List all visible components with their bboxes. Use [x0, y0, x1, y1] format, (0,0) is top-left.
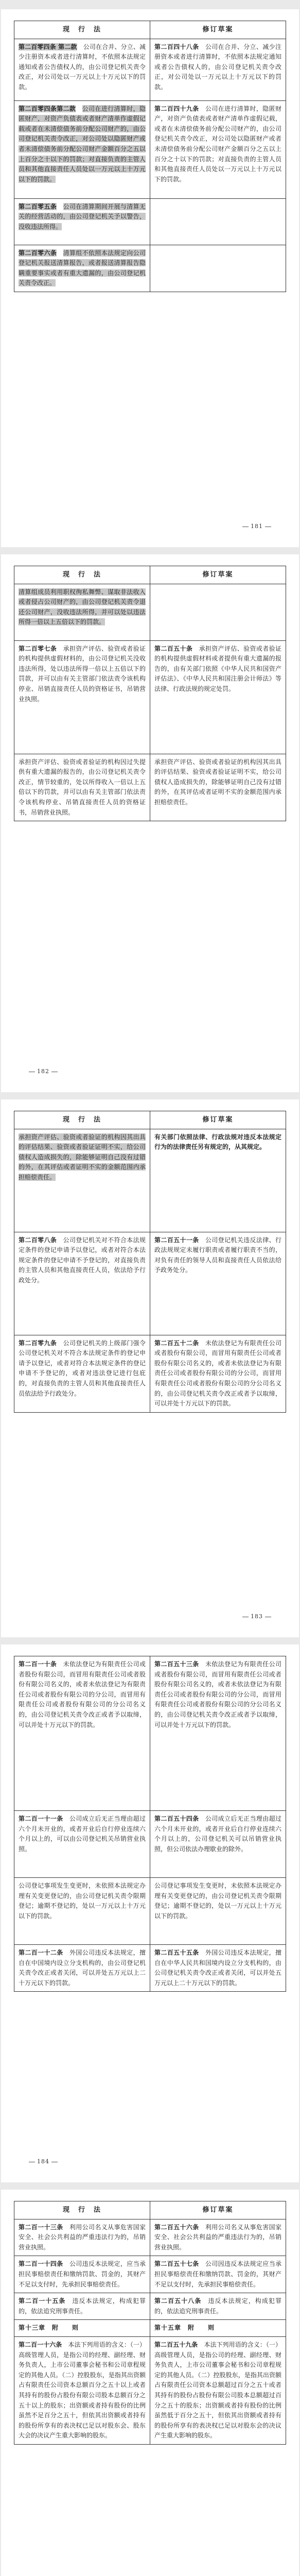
current-law-cell [14, 1656, 150, 1811]
header-current-law: 现 行 法 [14, 2201, 150, 2219]
page-number [27, 2158, 60, 2165]
current-law-cell [14, 245, 150, 292]
article-number: 第二百一十六条 [19, 2341, 62, 2348]
article-number: 第二百四十九条 [154, 105, 199, 112]
article-number: 第二百一十五条 [19, 2297, 66, 2305]
current-law-cell [14, 640, 150, 754]
comparison-table [14, 2201, 286, 2445]
article-text: 公司在进行清算时，隐匿财产，对资产负债表或者财产清单作虚假记载，或者在未清偿债务前分配公司财产的，由公司登记机关责令改正，对公司处以隐匿财产或者未清偿债务前分配公司财产金额百分之五以上百分之十以下的罚款；对直接负责的主管人员和其他直接责任人员处以一万元以上十万元以下的罚款。 [154, 105, 281, 183]
draft-cell [150, 1811, 286, 1878]
article-text: 公司登记机关的上级部门强令公司登记机关对不符合本法规定条件的登记申请予以登记，或者对符合本法规定条件的登记申请不予登记的，或者对违法登记进行包庇的，对直接负责的主管人员和其他直接责任人员依法给予行政处分。 [19, 1339, 146, 1397]
draft-cell [150, 1656, 286, 1811]
draft-cell [150, 1335, 286, 1412]
table-row [14, 1656, 286, 1811]
current-law-cell [14, 754, 150, 821]
article-number: 第二百零八条 [19, 1236, 57, 1244]
article-number: 第二百零七条 [19, 645, 57, 652]
article-text: 公司在合并、分立、减少注册资本或者进行清算时，不依照本法规定通知或者公告债权人的，由公司登记机关责令改正，对公司处以一万元以上十万元以下的罚款。 [19, 43, 146, 91]
article-text: 承担资产评估、验资或者验证的机构因其出具的评估结果、验资或者验证证明不实，给公司债权人造成损失的，除能够证明自己没有过错的外，在其评估或者证明不实的金额范围内承担赔偿责任。 [154, 758, 281, 806]
article-text: 公司在清算期间开展与清算无关的经营活动的，由公司登记机关予以警告，没收违法所得。 [19, 202, 146, 230]
draft-cell [150, 2256, 286, 2293]
current-law-cell [14, 1335, 150, 1412]
table-row [14, 2219, 286, 2256]
page-number [240, 1613, 273, 1620]
article-text: 承担资产评估、验资或者验证的机构因过失提供有重大遗漏的报告的，由公司登记机关责令改正，情节较重的，处以所得收入一倍以上五倍以下的罚款，并可以由有关主管部门依法责令该机构停业、吊销直接责任人员的资格证书，吊销营业执照。 [19, 758, 146, 816]
comparison-table [14, 1111, 286, 1413]
article-text: 利用公司名义从事危害国家安全、社会公共利益的严重违法行为的，吊销营业执照。 [19, 2223, 146, 2251]
article-text: 公司在合并、分立、减少注册资本或者进行清算时，不依照本法规定通知或者公告债权人的，由公司登记机关责令改正，对公司处以一万元以上十万元以下的罚款。 [154, 43, 281, 91]
table-row [14, 2293, 286, 2320]
table-row [14, 100, 286, 198]
draft-cell [150, 1945, 286, 1992]
table-row [14, 640, 286, 754]
comparison-table [14, 1656, 286, 1992]
draft-cell [150, 640, 286, 754]
table-row [14, 1129, 286, 1232]
draft-cell [150, 2336, 286, 2444]
draft-cell [150, 245, 286, 292]
table-row [14, 754, 286, 821]
document-page [1, 2190, 299, 2576]
article-text: 未依法登记为有限责任公司或者股份有限公司，而冒用有限责任公司或者股份有限公司名义的，或者未依法登记为有限责任公司或者股份有限公司的分公司，而冒用有限责任公司或者股份有限公司的分公司名义的，由公司登记机关责令改正或者予以取缔，可以并处十万元以下的罚款。 [154, 1660, 281, 1728]
chapter-heading: 第十五章 附 则 [150, 2320, 286, 2337]
chapter-row [14, 2320, 286, 2337]
page-number [240, 523, 273, 530]
document-page [1, 9, 299, 547]
article-text: 公司登记机关违反法律、行政法规规定未履行职责或者履行职责不当的，对负有责任的领导人员和直接责任人员依法给予政务处分。 [154, 1236, 281, 1274]
current-law-cell [14, 1232, 150, 1335]
table-row [14, 1811, 286, 1878]
comparison-table [14, 21, 286, 292]
current-law-cell [14, 2336, 150, 2444]
header-current-law: 现 行 法 [14, 21, 150, 39]
draft-cell [150, 584, 286, 640]
draft-cell [150, 2293, 286, 2320]
article-number: 第二百五十二条 [154, 1339, 199, 1347]
article-text: 公司登记事项发生变更时，未依照本法规定办理有关变更登记的，由公司登记机关责令限期登记；逾期不登记的，处以一万元以上十万元以下的罚款。 [154, 1882, 281, 1920]
article-number: 第二百五十一条 [154, 1236, 199, 1244]
article-text: 本法下列用语的含义：（一）高级管理人员，是指公司的经理、副经理、财务负责人，上市公司董事会秘书和公司章程规定的其他人员。（二）控股股东，是指其出资额占有限责任公司资本总额超过百分之五十或者其持有的股份占股份有限公司股本总额超过百分之五十的股东；出资额或者持有股份的比例虽然低于百分之五十，但依其出资额或者持有的股份所享有的表决权已足以对股东会的决议产生重大影响的股东。 [154, 2341, 281, 2439]
current-law-cell [14, 2219, 150, 2256]
article-text: 公司成立后无正当理由超过六个月未开业的，或者开业后自行停业连续六个月以上的，可以由公司登记机关吊销营业执照。 [19, 1815, 146, 1853]
table-header-row [14, 1111, 286, 1129]
chapter-heading: 第十三章 附 则 [14, 2320, 150, 2337]
article-text: 承担资产评估、验资或者验证的机构提供虚假材料的，由公司登记机关没收违法所得，处以违法所得一倍以上五倍以下的罚款，并可以由有关主管部门依法责令该机构停业、吊销直接责任人员的资格证书，吊销营业执照。 [19, 645, 146, 703]
table-row [14, 584, 286, 640]
page-number [27, 1068, 60, 1075]
table-header-row [14, 566, 286, 584]
article-text: 清算组成员利用职权徇私舞弊、谋取非法收入或者侵占公司财产的，由公司登记机关责令退还公司财产，没收违法所得，并可以处以违法所得一倍以上五倍以下的罚款。 [19, 588, 146, 626]
document-page [1, 1645, 299, 2182]
header-draft-revision: 修订草案 [150, 21, 286, 39]
current-law-cell [14, 2256, 150, 2293]
current-law-cell [14, 1811, 150, 1878]
article-number: 第二百五十八条 [154, 2297, 202, 2305]
current-law-cell [14, 39, 150, 100]
draft-cell [150, 39, 286, 100]
article-text: 公司登记事项发生变更时，未依照本法规定办理有关变更登记的，由公司登记机关责令限期登记；逾期不登记的，处以一万元以上十万元以下的罚款。 [19, 1882, 146, 1920]
header-draft-revision: 修订草案 [150, 2201, 286, 2219]
table-row [14, 39, 286, 100]
article-number: 第二百零六条 [19, 249, 57, 257]
article-number: 第二百五十六条 [154, 2223, 199, 2231]
draft-cell [150, 100, 286, 198]
article-text: 公司在进行清算时，隐匿财产，对资产负债表或者财产清单作虚假记载或者在未清偿债务前分配公司财产的，由公司登记机关责令改正，对公司处以隐匿财产或者未清偿债务前分配公司财产金额百分之五以上百分之十以下的罚款；对直接负责的主管人员和其他直接责任人员处以一万元以上十万元以下的罚款。 [19, 105, 146, 183]
table-row [14, 1878, 286, 1945]
article-number: 第二百五十条 [154, 645, 193, 652]
document-page [1, 554, 299, 1092]
article-text: 有关部门依照法律、行政法规对违反本法规定行为的法律责任另有规定的，从其规定。 [154, 1133, 281, 1151]
current-law-cell [14, 1878, 150, 1945]
current-law-cell [14, 1945, 150, 1992]
draft-cell [150, 754, 286, 821]
article-number: 第二百五十五条 [154, 1949, 199, 1956]
article-text: 公司成立后无正当理由超过六个月未开业的，或者开业后自行停业连续六个月以上的，公司登记机关可以吊销营业执照，但公司依法办理歇业的除外。 [154, 1815, 281, 1853]
article-number: 第二百五十四条 [154, 1815, 199, 1822]
article-number: 第二百一十一条 [19, 1815, 63, 1822]
table-row [14, 198, 286, 245]
article-text: 承担资产评估、验资或者验证的机构提供虚假材料或者提供有重大遗漏的报告的，由有关部门依照《中华人民共和国资产评估法》、《中华人民共和国注册会计师法》等法律、行政法规的规定处罚。 [154, 645, 281, 692]
page-number-text: 181 [251, 523, 263, 530]
page-number-text: 182 [37, 1068, 49, 1075]
article-number: 第二百一十四条 [19, 2260, 63, 2268]
article-number: 第二百一十二条 [19, 1949, 63, 1956]
current-law-cell [14, 2293, 150, 2320]
article-text: 违反本法规定，构成犯罪的，依法追究刑事责任。 [19, 2297, 146, 2315]
current-law-cell [14, 198, 150, 245]
article-text: 利用公司名义从事危害国家安全、社会公共利益的严重违法行为的，吊销营业执照。 [154, 2223, 281, 2251]
article-text: 承担资产评估、验资或者验证的机构因其出具的评估结果、验资或者验证证明不实，给公司债权人造成损失的，除能够证明自己没有过错的外，在其评估或者证明不实的金额范围内承担赔偿责任。 [19, 1133, 146, 1181]
current-law-cell [14, 100, 150, 198]
article-number: 第二百四十八条 [154, 43, 199, 50]
article-text: 外国公司违反本法规定，擅自在中国境内设立分支机构的，由公司登记机关责令改正或者关闭，可以并处五万元以上二十万元以下的罚款。 [19, 1949, 146, 1987]
article-number: 第二百一十条 [19, 1660, 57, 1668]
document-page [1, 1099, 299, 1637]
draft-cell [150, 1129, 286, 1232]
article-text: 公司因违反本法规定应当承担民事赔偿责任和缴纳罚款、罚金的，其财产不足以支付时，先承担民事赔偿责任。 [154, 2260, 281, 2288]
article-text: 未依法登记为有限责任公司或者股份有限公司，而冒用有限责任公司或者股份有限公司名义的，或者未依法登记为有限责任公司或者股份有限公司的分公司，而冒用有限责任公司或者股份有限公司的分公司名义的，由公司登记机关责令改正或者予以取缔，可以并处十万元以下的罚款。 [19, 1660, 146, 1728]
table-row [14, 2256, 286, 2293]
article-text: 公司登记机关对不符合本法规定条件的登记申请予以登记，或者对符合本法规定条件的登记申请不予登记的，对直接负责的主管人员和其他直接责任人员，依法给予行政处分。 [19, 1236, 146, 1284]
table-row [14, 2336, 286, 2444]
table-row [14, 1335, 286, 1412]
table-row [14, 245, 286, 292]
draft-cell [150, 2219, 286, 2256]
article-number: 第二百零四条 第二款 [19, 43, 77, 50]
header-current-law: 现 行 法 [14, 1111, 150, 1129]
article-text: 外国公司违反本法规定，擅自在中华人民共和国境内设立分支机构的，由公司登记机关责令改正或者关闭，可以并处五万元以上二十万元以下的罚款。 [154, 1949, 281, 1987]
current-law-cell [14, 1129, 150, 1232]
comparison-table [14, 566, 286, 821]
table-row [14, 1945, 286, 1992]
page-number-text: 183 [251, 1613, 263, 1620]
article-text: 本法下列用语的含义：（一）高级管理人员，是指公司的经理、副经理、财务负责人，上市公司董事会秘书和公司章程规定的其他人员。（二）控股股东，是指其出资额占有限责任公司资本总额百分之五十以上或者其持有的股份占股份有限公司股本总额百分之五十以上的股东；出资额或者持有股份的比例虽然不足百分之五十，但依其出资额或者持有的股份所享有的表决权已足以对股东会、股东大会的决议产生重大影响的股东。 [19, 2341, 146, 2439]
article-number: 第二百五十九条 [154, 2341, 198, 2348]
table-row [14, 1232, 286, 1335]
header-current-law: 现 行 法 [14, 566, 150, 584]
page-number-text: 184 [37, 2158, 49, 2165]
article-text: 清算组不依照本法规定向公司登记机关报送清算报告，或者报送清算报告隐瞒重要事实或者有重大遗漏的，由公司登记机关责令改正。 [19, 249, 146, 287]
article-text: 未依法登记为有限责任公司或者股份有限公司，而冒用有限责任公司或者股份有限公司名义的，或者未依法登记为有限责任公司或者股份有限公司的分公司，而冒用有限责任公司或者股份有限公司的分公司名义的，由公司登记机关责令改正或者予以取缔，可以并处十万元以下的罚款。 [154, 1339, 281, 1408]
header-draft-revision: 修订草案 [150, 1111, 286, 1129]
article-text: 公司违反本法规定，应当承担民事赔偿责任和缴纳罚款、罚金的，其财产不足以支付时，先承担民事赔偿责任。 [19, 2260, 146, 2288]
article-number: 第二百零四条第二款 [19, 105, 76, 112]
article-number: 第二百五十七条 [154, 2260, 199, 2268]
draft-cell [150, 1878, 286, 1945]
article-number: 第二百零五条 [19, 202, 57, 210]
article-number: 第二百一十三条 [19, 2223, 63, 2231]
current-law-cell [14, 584, 150, 640]
draft-cell [150, 1232, 286, 1335]
table-header-row [14, 2201, 286, 2219]
draft-cell [150, 198, 286, 245]
article-number: 第二百零九条 [19, 1339, 57, 1347]
article-number: 第二百五十三条 [154, 1660, 199, 1668]
table-header-row [14, 21, 286, 39]
article-text: 违反本法规定，构成犯罪的，依法追究刑事责任。 [154, 2297, 281, 2315]
header-draft-revision: 修订草案 [150, 566, 286, 584]
